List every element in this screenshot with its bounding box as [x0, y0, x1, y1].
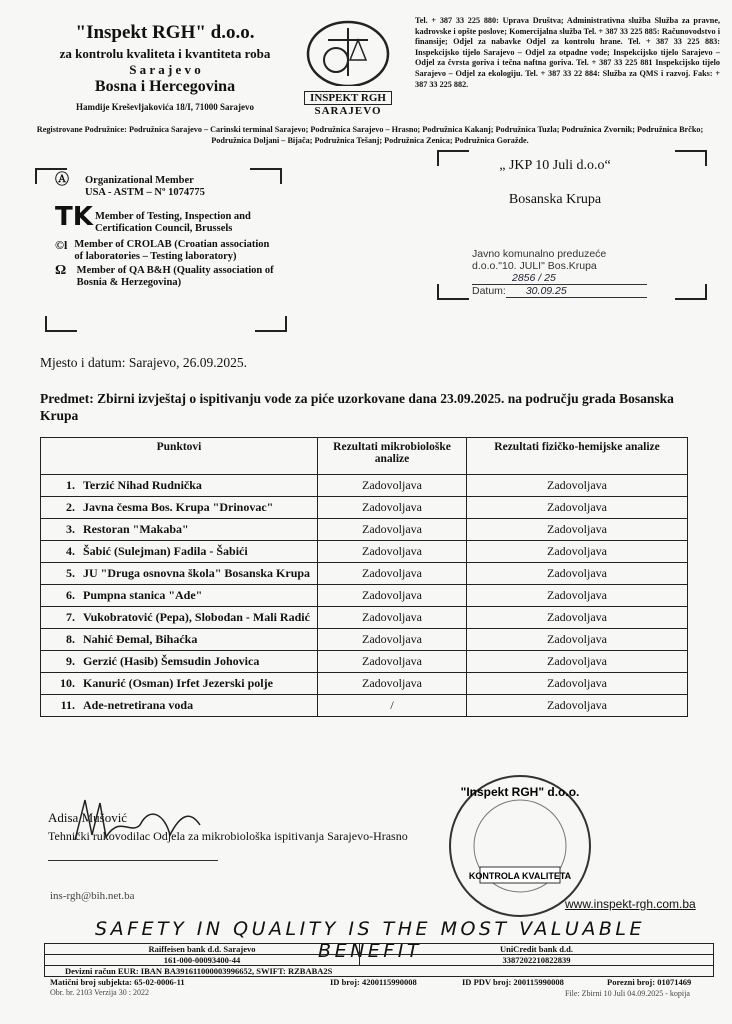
chem-result-cell: Zadovoljava: [467, 585, 688, 607]
chem-result-cell: Zadovoljava: [467, 651, 688, 673]
micro-result-cell: Zadovoljava: [318, 541, 467, 563]
micro-result-cell: Zadovoljava: [318, 585, 467, 607]
form-version: Obr. br. 2103 Verzija 30 : 2022: [50, 988, 149, 997]
company-header: [40, 22, 290, 112]
table-row: [41, 475, 688, 497]
micro-result-cell: /: [318, 695, 467, 717]
column-header-points: Punktovi: [41, 438, 318, 475]
micro-result-cell: Zadovoljava: [318, 607, 467, 629]
website: www.inspekt-rgh.com.ba: [565, 897, 696, 911]
crolab-logo-icon: ©l: [55, 238, 68, 252]
point-cell: 8. Nahić Đemal, Bihaćka: [41, 629, 318, 651]
table-row: [41, 651, 688, 673]
chem-result-cell: Zadovoljava: [467, 475, 688, 497]
company-subtitle: za kontrolu kvaliteta i kvantiteta roba: [59, 46, 271, 61]
membership-tic: TK Member of Testing, Inspection and Certification Council, Brussels: [55, 202, 251, 234]
place-date: Mjesto i datum: Sarajevo, 26.09.2025.: [40, 355, 247, 370]
table-row: [41, 629, 688, 651]
column-header-chem: Rezultati fizičko-hemijske analize: [467, 438, 688, 475]
svg-text:"Inspekt RGH" d.o.o.: "Inspekt RGH" d.o.o.: [460, 785, 580, 799]
table-row: [41, 607, 688, 629]
membership-crolab: ©l Member of CROLAB (Croatian association of laboratories – Testing laboratory): [55, 238, 270, 262]
table-row: [41, 519, 688, 541]
tic-council-logo-icon: TK: [55, 202, 93, 232]
tax-number: Porezni broj: 01071469: [607, 977, 692, 987]
chem-result-cell: Zadovoljava: [467, 629, 688, 651]
point-cell: 6. Pumpna stanica "Ade": [41, 585, 318, 607]
file-name: File: Zbirni 10 Juli 04.09.2025 - kopija: [565, 989, 690, 998]
point-cell: 10. Kanurić (Osman) Irfet Jezerski polje: [41, 673, 318, 695]
registration-number: Matični broj subjekta: 65-02-0006-11: [50, 977, 185, 987]
table-row: [41, 563, 688, 585]
table-row: [41, 541, 688, 563]
point-cell: 4. Šabić (Sulejman) Fadila - Šabići: [41, 541, 318, 563]
company-name: "Inspekt RGH" d.o.o.: [75, 22, 255, 43]
slogan: SAFETY IN QUALITY IS THE MOST VALUABLE BENEFIT: [95, 918, 645, 962]
company-logo: [298, 18, 398, 117]
point-cell: 9. Gerzić (Hasib) Šemsudin Johovica: [41, 651, 318, 673]
chem-result-cell: Zadovoljava: [467, 497, 688, 519]
company-country: Bosna i Hercegovina: [94, 78, 236, 95]
logo-city: SARAJEVO: [314, 105, 382, 117]
handwritten-signature-icon: [70, 795, 210, 850]
astm-logo-icon: Ⓐ: [55, 173, 69, 188]
signatory-title: Tehnički rukovodilac Odjela za mikrobiološka ispitivanja Sarajevo-Hrasno: [48, 829, 408, 843]
table-header-row: [41, 438, 688, 475]
svg-text:KONTROLA KVALITETA: KONTROLA KVALITETA: [468, 871, 572, 881]
table-row: [41, 695, 688, 717]
branches: Registrovane Podružnice: Podružnica Sarajevo – Carinski terminal Sarajevo; Podružnica Sarajevo – Hrasno; Podružnica Kakanj; Podružnica Tuzla; Podružnica Zvornik; Podružnica Brčko; Podružnica Doljani – Bijača; Podružnica Tešanj; Podružnica Zenica; Podružnica Goražde.: [36, 125, 704, 145]
contacts-block: Tel. + 387 33 225 880: Uprava Društva; Administrativna služba Služba za pravne, kadrovske i opšte poslove; Komercijalna služba Tel. + 387 33 225 885: Računovodstvo i finansije; Odjel za nabavke Odjel za kontrolu hrane. Tel. + 387 33 225 883: Inspekcijsko tijelo Sarajevo – Odjel za otpadne vode; Inspekcijsko tijelo Sarajevo – Odjel za čvrsta goriva i tečna naftna goriva. Tel. + 387 33 225 881 Inspekcijsko tijelo Sarajevo – Odjel za ekologiju. Tel. + 387 33 22 884: Služba za QMS i razvoj. Faks: + 387 33 225 882.: [415, 16, 720, 89]
membership-astm: Ⓐ Organizational Member USA - ASTM – Nº 1074775: [55, 173, 205, 198]
recipient-name: „ JKP 10 Juli d.o.o“: [499, 158, 611, 173]
received-stamp: Javno komunalno preduzeće d.o.o."10. JULI" Bos.Krupa 2856 / 25 Datum: 30.09.25: [472, 248, 647, 298]
qa-bh-logo-icon: Ω: [55, 263, 67, 278]
registry-number: 2856 / 25: [472, 272, 647, 285]
results-table: [40, 437, 688, 717]
vat-number: ID PDV broj: 200115990008: [462, 977, 564, 987]
recipient-city: Bosanska Krupa: [508, 192, 602, 207]
received-date: 30.09.25: [506, 285, 647, 298]
micro-result-cell: Zadovoljava: [318, 519, 467, 541]
micro-result-cell: Zadovoljava: [318, 629, 467, 651]
micro-result-cell: Zadovoljava: [318, 497, 467, 519]
email: ins-rgh@bih.net.ba: [50, 890, 135, 902]
subject: Predmet: Zbirni izvještaj o ispitivanju vode za piće uzorkovane dana 23.09.2025. na području grada Bosanska Krupa: [40, 391, 674, 423]
table-row: [41, 497, 688, 519]
company-city: S a r a j e v o: [129, 62, 201, 77]
chem-result-cell: Zadovoljava: [467, 695, 688, 717]
signature-line: [48, 860, 218, 861]
chem-result-cell: Zadovoljava: [467, 673, 688, 695]
id-number: ID broj: 4200115990008: [330, 977, 417, 987]
column-header-micro: Rezultati mikrobiološke analize: [318, 438, 467, 475]
chem-result-cell: Zadovoljava: [467, 607, 688, 629]
table-row: [41, 585, 688, 607]
point-cell: 11. Ade-netretirana voda: [41, 695, 318, 717]
point-cell: 2. Javna česma Bos. Krupa "Drinovac": [41, 497, 318, 519]
point-cell: 7. Vukobratović (Pepa), Slobodan - Mali Radić: [41, 607, 318, 629]
micro-result-cell: Zadovoljava: [318, 673, 467, 695]
micro-result-cell: Zadovoljava: [318, 563, 467, 585]
scales-logo-icon: [302, 18, 394, 86]
membership-qa: Ω Member of QA B&H (Quality association of Bosnia & Herzegovina): [55, 263, 274, 288]
point-cell: 3. Restoran "Makaba": [41, 519, 318, 541]
chem-result-cell: Zadovoljava: [467, 541, 688, 563]
micro-result-cell: Zadovoljava: [318, 475, 467, 497]
point-cell: 5. JU "Druga osnovna škola" Bosanska Krupa: [41, 563, 318, 585]
point-cell: 1. Terzić Nihad Rudnička: [41, 475, 318, 497]
chem-result-cell: Zadovoljava: [467, 519, 688, 541]
signatory-name: Adisa Mušović: [48, 810, 128, 825]
chem-result-cell: Zadovoljava: [467, 563, 688, 585]
table-row: [41, 673, 688, 695]
memberships: [55, 175, 275, 289]
company-address: Hamdije Kreševljakovića 18/I, 71000 Sarajevo: [75, 102, 255, 112]
bank-info: Raiffeisen bank d.d. Sarajevo 161-000-00093400-44 UniCredit bank d.d. 3387202210822839 Devizni račun EUR: IBAN BA391611000003996652, SWIFT: RZBABA2S: [44, 943, 714, 977]
logo-text: INSPEKT RGH: [304, 91, 392, 105]
micro-result-cell: Zadovoljava: [318, 651, 467, 673]
